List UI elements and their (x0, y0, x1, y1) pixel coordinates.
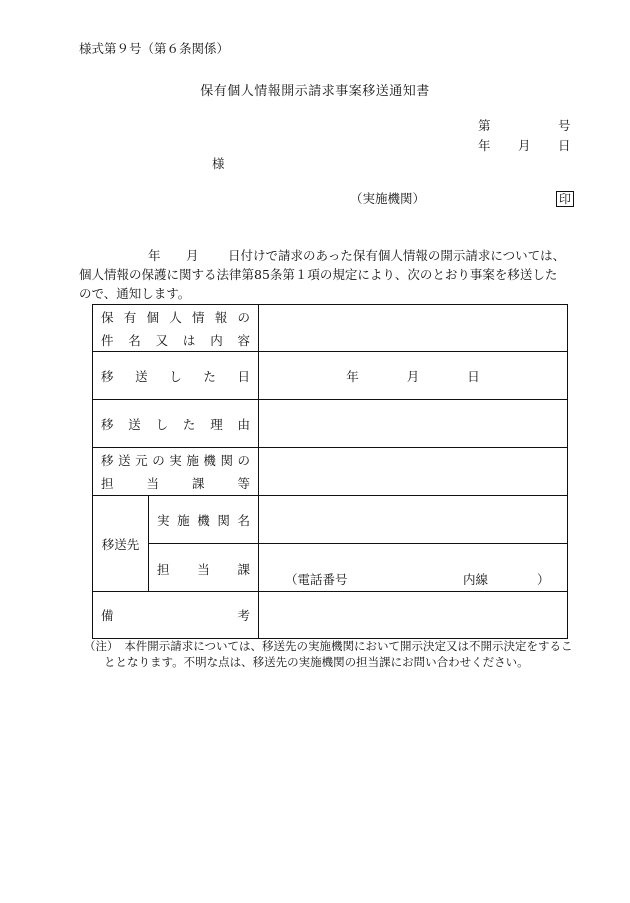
transfer-date-day: 日 (467, 368, 480, 384)
table-row (93, 400, 568, 448)
label-char: た (203, 368, 216, 384)
label-source-section (93, 448, 259, 496)
body-month: 月 (186, 248, 199, 263)
value-info-title[interactable] (259, 305, 568, 352)
label-char: し (169, 368, 182, 384)
label-char: た (182, 416, 196, 432)
label-char: 人 (169, 309, 182, 325)
label-char: 個 (146, 309, 160, 325)
note-line-2: ととなります。不明な点は、移送先の実施機関の担当課にお問い合わせください。 (104, 655, 529, 669)
label-char: 担 (101, 476, 114, 491)
body-line-3: ので、通知します。 (79, 286, 191, 301)
label-char: 件 (101, 332, 114, 348)
label-char: 課 (192, 476, 205, 491)
document-title: 保有個人情報開示請求事案移送通知書 (200, 84, 430, 99)
label-char: 名 (237, 512, 251, 528)
date-month: 月 (518, 138, 531, 153)
transfer-date-month: 月 (406, 368, 420, 384)
label-transfer-reason (93, 400, 259, 448)
table-row (93, 448, 568, 496)
label-char: 関 (217, 512, 230, 528)
label-char: 関 (220, 453, 233, 468)
value-remarks[interactable] (259, 592, 568, 639)
label-char: 有 (123, 309, 137, 325)
label-char: 移 (101, 368, 114, 384)
recipient-honorific: 様 (212, 156, 225, 171)
label-char: 元 (135, 453, 148, 468)
number-prefix: 第 (478, 118, 491, 133)
label-line (101, 474, 250, 492)
label-char: 担 (157, 562, 170, 577)
table-row (93, 544, 568, 592)
date-year: 年 (478, 138, 491, 153)
label-char: 施 (186, 453, 199, 468)
label-char: 名 (128, 332, 141, 348)
body-year: 年 (148, 248, 161, 263)
label-char: 送 (118, 453, 131, 468)
label-char: の (152, 453, 165, 468)
close-paren: ） (537, 572, 550, 587)
label-char: 又 (155, 332, 169, 348)
label-char: 容 (237, 332, 250, 348)
table-row (93, 305, 568, 352)
label-char: 移 (101, 453, 114, 468)
body-line-1: 日付けで請求のあった保有個人情報の開示請求については、 (228, 248, 566, 263)
label-char: 施 (177, 512, 190, 528)
label-char: の (237, 453, 251, 468)
label-line (101, 451, 250, 469)
number-suffix: 号 (558, 118, 571, 133)
label-char: 由 (237, 416, 250, 432)
label-char: 報 (214, 309, 228, 325)
value-source-section[interactable] (259, 448, 568, 496)
label-char: 日 (237, 368, 251, 384)
label-char: し (155, 416, 169, 432)
label-line (157, 511, 250, 529)
label-char: 等 (237, 476, 251, 491)
value-transfer-reason[interactable] (259, 400, 568, 448)
label-char: 実 (157, 512, 170, 528)
sender-agency: （実施機関） (350, 191, 426, 206)
label-line (101, 606, 250, 624)
label-char: 実 (169, 453, 182, 468)
label-info-title (93, 305, 259, 352)
value-destination-agency[interactable] (259, 496, 568, 544)
date-day: 日 (558, 138, 571, 153)
label-remarks (93, 592, 259, 639)
label-char: 保 (101, 309, 114, 325)
body-line-2: 個人情報の保護に関する法律第85条第１項の規定により、次のとおり事案を移送した (79, 267, 558, 282)
label-char: 送 (135, 368, 148, 384)
transfer-details-table (92, 304, 568, 639)
label-char: 機 (197, 512, 210, 528)
value-destination-section[interactable] (259, 544, 568, 592)
label-destination-agency (149, 496, 259, 544)
label-char: 考 (237, 608, 251, 623)
tel-label: （電話番号 (285, 572, 348, 587)
label-line (101, 415, 250, 433)
transfer-date-year: 年 (346, 368, 359, 384)
label-char: 理 (210, 416, 223, 432)
label-char: は (182, 332, 196, 348)
label-char: 当 (197, 562, 210, 577)
label-line (101, 308, 250, 326)
label-char: 当 (146, 476, 160, 491)
label-char: 内 (210, 332, 223, 348)
table-row (93, 592, 568, 639)
table-row (93, 496, 568, 544)
label-char: 送 (128, 416, 141, 432)
label-char: 備 (101, 608, 114, 623)
label-char: の (237, 309, 251, 325)
label-destination-section (149, 544, 259, 592)
form-number: 様式第９号（第６条関係） (79, 41, 230, 56)
label-char: 移 (101, 416, 114, 432)
table-row (93, 352, 568, 400)
label-line (157, 560, 250, 578)
ext-label: 内線 (463, 572, 489, 587)
label-char: 機 (203, 453, 216, 468)
label-transfer-date (93, 352, 259, 400)
value-transfer-date[interactable] (259, 352, 568, 400)
label-transfer-destination: 移送先 (93, 496, 149, 592)
note-line-1: （注） 本件開示請求については、移送先の実施機関において開示決定又は不開示決定をするこ (84, 639, 573, 653)
seal-mark: 印 (556, 191, 574, 207)
label-char: 情 (192, 309, 205, 325)
label-line (101, 367, 250, 385)
label-char: 課 (237, 562, 251, 577)
label-line (101, 331, 250, 349)
